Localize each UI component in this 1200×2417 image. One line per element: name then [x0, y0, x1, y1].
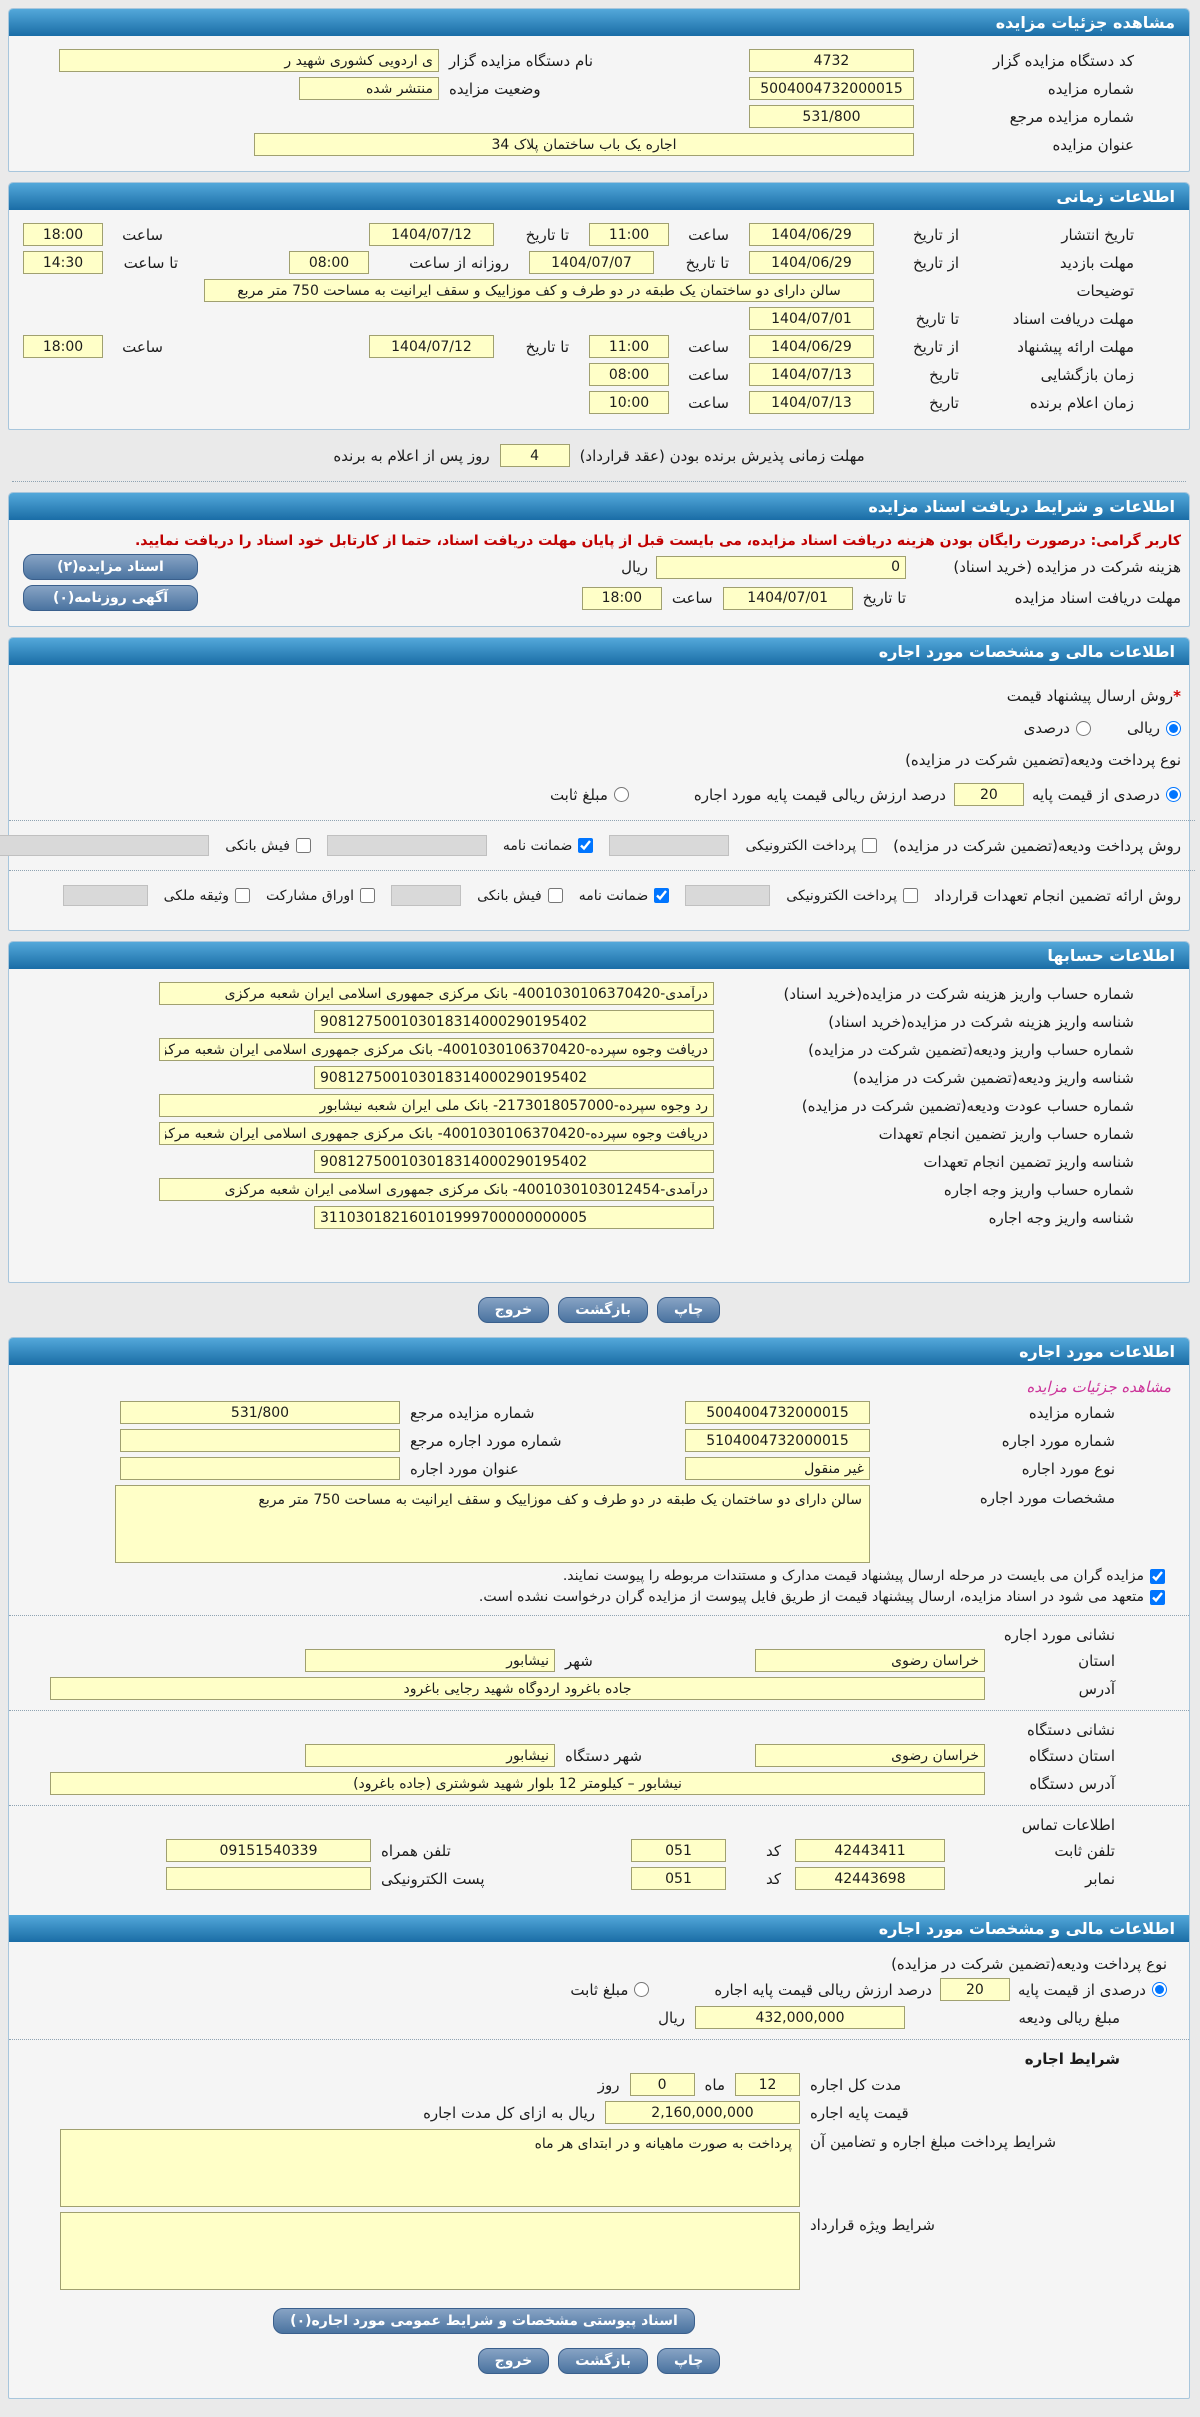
separator	[10, 820, 1196, 821]
winner-date-field[interactable]	[750, 391, 875, 414]
financial-specs-header: اطلاعات مالی و مشخصات مورد اجاره	[10, 638, 1190, 665]
obligation-electronic-box	[686, 885, 771, 906]
hour-label: ساعت	[672, 589, 714, 607]
mobile-label: تلفن همراه	[382, 1841, 452, 1860]
deposit-amount-label: مبلغ ریالی ودیعه	[1019, 2008, 1121, 2027]
rental-address-group-label: نشانی مورد اجاره	[1004, 1626, 1116, 1644]
offer-from-date-field[interactable]	[750, 335, 875, 358]
account-row	[24, 1206, 1135, 1229]
to-date-label: تا تاریخ	[526, 225, 570, 244]
rental-specs-label: مشخصات مورد اجاره	[980, 1489, 1116, 1507]
deposit-method-row	[24, 835, 1182, 856]
fin2-deposit-percent-field[interactable]	[941, 1978, 1011, 2001]
bank-receipt-label: فیش بانکی	[226, 837, 291, 854]
day-unit-label: روز	[598, 2075, 621, 2094]
device-address-group-row	[24, 1721, 1176, 1739]
phone-label: تلفن ثابت	[1055, 1841, 1116, 1860]
visit-daily-from-field[interactable]	[290, 251, 370, 274]
obligation-electronic-checkbox[interactable]	[904, 888, 919, 903]
to-date-label: تا تاریخ	[863, 589, 907, 607]
attachments-button[interactable]: اسناد پیوستی مشخصات و شرایط عمومی مورد اجاره(۰)	[274, 2308, 696, 2334]
from-date-label: از تاریخ	[913, 225, 960, 244]
percent-of-base-radio[interactable]	[1167, 787, 1182, 802]
docs-terms-panel	[9, 492, 1191, 627]
address-label: آدرس	[1079, 1679, 1116, 1698]
rial-option-label: ریالی	[1127, 719, 1161, 737]
collateral-box	[64, 885, 149, 906]
fin2-percent-of-base-radio[interactable]	[1153, 1982, 1168, 1997]
device-province-label: استان دستگاه	[1029, 1746, 1116, 1765]
exit-button[interactable]: خروج	[479, 1297, 551, 1323]
address-field[interactable]	[51, 1677, 986, 1700]
hour-label: ساعت	[689, 365, 730, 384]
to-hour-label: تا ساعت	[124, 253, 179, 272]
account-row-label: شماره حساب واریز هزینه شرکت در مزایده(خرید اسناد)	[784, 984, 1135, 1003]
obligation-receipt-box	[392, 885, 462, 906]
separator	[13, 481, 1187, 482]
auction-subject-field[interactable]	[255, 133, 915, 156]
opening-time-label: زمان بازگشایی	[1041, 365, 1135, 384]
newspaper-ads-button[interactable]: آگهی روزنامه(۰)	[24, 585, 199, 611]
winner-acceptance-label: مهلت زمانی پذیرش برنده بودن (عقد قرارداد)	[580, 446, 866, 465]
payment-terms-label: شرایط پرداخت مبلغ اجاره و تضامین آن	[811, 2133, 1058, 2151]
guarantee-letter-label: ضمانت نامه	[503, 837, 574, 854]
account-row-field[interactable]	[315, 1010, 715, 1033]
docs-deadline-label2: مهلت دریافت اسناد مزایده	[1015, 589, 1182, 607]
base-price-row	[24, 2101, 1176, 2124]
device-address-row	[24, 1772, 1176, 1795]
payment-terms-textarea[interactable]	[61, 2129, 801, 2207]
agency-code-label: کد دستگاه مزایده گزار	[993, 51, 1135, 70]
docs-warning-row	[24, 533, 1182, 549]
accounts-header: اطلاعات حسابها	[10, 942, 1190, 969]
contact-group-row	[24, 1816, 1176, 1834]
date-label: تاریخ	[930, 365, 960, 384]
account-row	[24, 1150, 1135, 1173]
fax-code-field[interactable]	[632, 1867, 727, 1890]
separator	[10, 2039, 1190, 2040]
back-button[interactable]: بازگشت	[559, 1297, 649, 1323]
hour-label: ساعت	[123, 337, 164, 356]
time-info-panel	[9, 182, 1191, 430]
receipt-amount-box	[0, 835, 210, 856]
fax-code-label: کد	[766, 1869, 782, 1888]
separator	[10, 870, 1196, 871]
docs-deadline-date-field2[interactable]	[724, 587, 854, 610]
docs-deadline-time-field2[interactable]	[583, 587, 663, 610]
obligation-guarantee-label: ضمانت نامه	[579, 887, 650, 904]
phone-field[interactable]	[796, 1839, 946, 1862]
attach-required-row	[24, 1568, 1176, 1584]
special-terms-textarea[interactable]	[61, 2212, 801, 2290]
fin2-percent-of-base-label: درصدی از قیمت پایه	[1018, 1980, 1147, 1999]
auction-documents-button[interactable]: اسناد مزایده(۲)	[24, 554, 199, 580]
account-row-label: شناسه واریز ودیعه(تضمین شرکت در مزایده)	[853, 1068, 1135, 1087]
auction-summary-header: مشاهده جزئیات مزایده	[10, 9, 1190, 36]
rental-auction-ref-label: شماره مزایده مرجع	[411, 1403, 536, 1422]
auction-number-row	[24, 77, 1135, 100]
bank-receipt-checkbox[interactable]	[297, 838, 312, 853]
device-address-field[interactable]	[51, 1772, 986, 1795]
guarantee-letter-checkbox[interactable]	[579, 838, 594, 853]
participation-bonds-label: اوراق مشارکت	[267, 887, 356, 904]
docs-fee-field[interactable]	[657, 556, 907, 579]
electronic-amount-box	[610, 835, 730, 856]
rental-specs-textarea[interactable]	[116, 1485, 871, 1563]
rial-radio[interactable]	[1167, 721, 1182, 736]
offer-from-time-field[interactable]	[590, 335, 670, 358]
offer-period-row	[24, 335, 1135, 358]
hour-label: ساعت	[689, 393, 730, 412]
fin2-deposit-type-label: نوع پرداخت ودیعه(تضمین شرکت در مزایده)	[892, 1955, 1168, 1973]
print-button[interactable]: چاپ	[658, 1297, 721, 1323]
month-unit-label: ماه	[705, 2075, 726, 2094]
rental-specs-row	[24, 1485, 1176, 1563]
account-row-label: شناسه واریز تضمین انجام تعهدات	[924, 1152, 1135, 1171]
obligation-receipt-label: فیش بانکی	[478, 887, 543, 904]
fin2-percent-suffix-label: درصد ارزش ریالی قیمت پایه اجاره	[715, 1980, 933, 1999]
account-row-field[interactable]	[315, 1150, 715, 1173]
account-row-field[interactable]	[315, 1206, 715, 1229]
rial-label: ریال	[659, 2008, 686, 2027]
account-row-label: شناسه واریز هزینه شرکت در مزایده(خرید اسناد)	[829, 1012, 1135, 1031]
account-row	[24, 1066, 1135, 1089]
publish-period-row	[24, 223, 1135, 246]
percent-of-base-label: درصدی از قیمت پایه	[1032, 785, 1161, 804]
obligation-guarantee-checkbox[interactable]	[655, 888, 670, 903]
rental-item-title-label: عنوان مورد اجاره	[411, 1459, 520, 1478]
attach-required-label: مزایده گران می بایست در مرحله ارسال پیشنهاد قیمت مدارک و مستندات مربوطه را پیوست نمایند.	[563, 1568, 1145, 1584]
daily-from-hour-label: روزانه از ساعت	[410, 253, 510, 272]
to-date-label: تا تاریخ	[916, 309, 960, 328]
send-method-row	[24, 687, 1182, 705]
rental-item-type-row	[24, 1457, 1176, 1480]
view-auction-details-link[interactable]: مشاهده جزئیات مزایده	[1027, 1378, 1172, 1396]
rental-address-row	[24, 1677, 1176, 1700]
rental-auction-number-field[interactable]	[686, 1401, 871, 1424]
visit-to-date-field[interactable]	[530, 251, 655, 274]
opening-date-field[interactable]	[750, 363, 875, 386]
rial-label: ریال	[622, 558, 649, 576]
winner-acceptance-row	[9, 444, 1191, 467]
payment-terms-row	[24, 2129, 1176, 2207]
winner-acceptance-days-field[interactable]	[501, 444, 571, 467]
account-row	[24, 1122, 1135, 1145]
back-button[interactable]: بازگشت	[559, 2348, 649, 2374]
opening-time-row	[24, 363, 1135, 386]
account-row	[24, 1038, 1135, 1061]
phone-row	[24, 1839, 1176, 1862]
duration-months-field[interactable]	[736, 2073, 801, 2096]
account-row-field[interactable]	[160, 1178, 715, 1201]
device-city-field[interactable]	[306, 1744, 556, 1767]
reference-number-label: شماره مزایده مرجع	[1010, 107, 1135, 126]
rental-auction-ref-field[interactable]	[121, 1401, 401, 1424]
electronic-payment-label: پرداخت الکترونیکی	[746, 837, 858, 854]
province-label: استان	[1079, 1651, 1116, 1670]
rental-item-title-field[interactable]	[121, 1457, 401, 1480]
reference-number-row	[24, 105, 1135, 128]
account-row	[24, 1010, 1135, 1033]
visit-period-row	[24, 251, 1135, 274]
rental-item-panel	[9, 1337, 1191, 2399]
rental-auction-number-row	[24, 1401, 1176, 1424]
duration-days-field[interactable]	[631, 2073, 696, 2096]
docs-deadline-label: مهلت دریافت اسناد	[1013, 309, 1135, 328]
account-row-field[interactable]	[160, 1094, 715, 1117]
contact-group-label: اطلاعات تماس	[1022, 1816, 1116, 1834]
separator	[10, 1710, 1190, 1711]
to-date-label: تا تاریخ	[526, 337, 570, 356]
province-field[interactable]	[756, 1649, 986, 1672]
winner-announce-row	[24, 391, 1135, 414]
account-row-label: شماره حساب واریز ودیعه(تضمین شرکت در مزایده)	[809, 1040, 1135, 1059]
from-date-label: از تاریخ	[913, 337, 960, 356]
hour-label: ساعت	[689, 225, 730, 244]
offer-to-time-field[interactable]	[24, 335, 104, 358]
fixed-amount-label: مبلغ ثابت	[550, 785, 609, 804]
description-label: توضیحات	[1077, 281, 1135, 300]
from-date-label: از تاریخ	[913, 253, 960, 272]
docs-fee-row	[24, 554, 1182, 580]
docs-deadline-row2	[24, 585, 1182, 611]
time-info-header: اطلاعات زمانی	[10, 183, 1190, 210]
terms-group-row	[24, 2050, 1176, 2068]
required-asterisk: *	[1174, 687, 1182, 705]
docs-warning-text: کاربر گرامی: درصورت رایگان بودن هزینه دریافت اسناد مزایده، می بایست قبل از پایان مهلت دریافت اسناد، حتما از کارتابل خود اسناد را دریافت نمایید.	[135, 533, 1182, 549]
device-city-label: شهر دستگاه	[566, 1746, 644, 1765]
account-row-label: شماره حساب واریز تضمین انجام تعهدات	[879, 1124, 1135, 1143]
mobile-field[interactable]	[167, 1839, 372, 1862]
fixed-amount-radio[interactable]	[615, 787, 630, 802]
city-field[interactable]	[306, 1649, 556, 1672]
auction-summary-panel	[9, 8, 1191, 172]
rental-item-number-field[interactable]	[686, 1429, 871, 1452]
rental-province-city-row	[24, 1649, 1176, 1672]
base-price-suffix-label: ریال به ازای کل مدت اجاره	[424, 2103, 596, 2122]
account-row-field[interactable]	[160, 1122, 715, 1145]
accounts-panel	[9, 941, 1191, 1283]
account-row-label: شناسه واریز وجه اجاره	[989, 1208, 1135, 1227]
base-price-field[interactable]	[606, 2101, 801, 2124]
hour-label: ساعت	[689, 337, 730, 356]
separator	[10, 1805, 1190, 1806]
date-label: تاریخ	[930, 393, 960, 412]
special-terms-row	[24, 2212, 1176, 2290]
fin2-deposit-options-row	[24, 1978, 1176, 2001]
winner-time-field[interactable]	[590, 391, 670, 414]
publish-to-time-field[interactable]	[24, 223, 104, 246]
obligation-receipt-checkbox[interactable]	[549, 888, 564, 903]
hour-label: ساعت	[123, 225, 164, 244]
view-details-link-row	[24, 1378, 1176, 1396]
rental-item-ref-label: شماره مورد اجاره مرجع	[411, 1431, 563, 1450]
email-field[interactable]	[167, 1867, 372, 1890]
winner-announce-label: زمان اعلام برنده	[1030, 393, 1135, 412]
deposit-percent-field[interactable]	[955, 783, 1025, 806]
action-buttons-bottom	[24, 2348, 1176, 2374]
attachments-button-row	[24, 2308, 1176, 2334]
description-field[interactable]	[205, 279, 875, 302]
deposit-method-label: روش پرداخت ودیعه(تضمین شرکت در مزایده)	[894, 836, 1182, 855]
phone-code-field[interactable]	[632, 1839, 727, 1862]
rental-item-type-label: نوع مورد اجاره	[1022, 1459, 1116, 1478]
winner-acceptance-suffix: روز پس از اعلام به برنده	[334, 446, 491, 465]
opening-time-field[interactable]	[590, 363, 670, 386]
guarantee-amount-box	[328, 835, 488, 856]
percent-radio[interactable]	[1077, 721, 1092, 736]
phone-code-label: کد	[766, 1841, 782, 1860]
action-buttons-top	[9, 1297, 1191, 1323]
account-row-field[interactable]	[160, 1038, 715, 1061]
fin2-fixed-amount-label: مبلغ ثابت	[571, 1980, 630, 1999]
auction-number-field[interactable]	[750, 77, 915, 100]
duration-label: مدت کل اجاره	[811, 2075, 903, 2094]
fax-field[interactable]	[796, 1867, 946, 1890]
docs-deadline-date-field[interactable]	[750, 307, 875, 330]
docs-deadline-row	[24, 307, 1135, 330]
financial2-header: اطلاعات مالی و مشخصات مورد اجاره	[10, 1915, 1190, 1942]
account-row-field[interactable]	[315, 1066, 715, 1089]
city-label: شهر	[566, 1651, 594, 1670]
property-collateral-label: وثیقه ملکی	[164, 887, 231, 904]
device-address-group-label: نشانی دستگاه	[1027, 1721, 1116, 1739]
agency-name-label: نام دستگاه مزایده گزار	[450, 51, 595, 70]
obligation-method-label: روش ارائه تضمین انجام تعهدات قرارداد	[935, 886, 1182, 905]
email-label: پست الکترونیکی	[382, 1869, 486, 1888]
auction-status-label: وضعیت مزایده	[450, 79, 542, 98]
auction-subject-row	[24, 133, 1135, 156]
agency-row	[24, 49, 1135, 72]
send-method-options-row	[24, 719, 1182, 737]
print-button[interactable]: چاپ	[658, 2348, 721, 2374]
visit-deadline-label: مهلت بازدید	[1060, 253, 1135, 272]
to-date-label: تا تاریخ	[686, 253, 730, 272]
rental-item-type-field[interactable]	[686, 1457, 871, 1480]
visit-from-date-field[interactable]	[750, 251, 875, 274]
reference-number-field[interactable]	[750, 105, 915, 128]
separator	[10, 1615, 1190, 1616]
publish-from-time-field[interactable]	[590, 223, 670, 246]
percent-suffix-label: درصد ارزش ریالی قیمت پایه مورد اجاره	[694, 785, 947, 804]
account-row	[24, 1178, 1135, 1201]
financial-specs-panel	[9, 637, 1191, 931]
account-row	[24, 1094, 1135, 1117]
agency-name-field[interactable]	[60, 49, 440, 72]
docs-terms-header: اطلاعات و شرایط دریافت اسناد مزایده	[10, 493, 1190, 520]
device-province-field[interactable]	[756, 1744, 986, 1767]
fin2-deposit-type-row	[24, 1955, 1176, 1973]
agency-code-field[interactable]	[750, 49, 915, 72]
participation-bonds-checkbox[interactable]	[361, 888, 376, 903]
electronic-payment-checkbox[interactable]	[863, 838, 878, 853]
base-price-label: قیمت پایه اجاره	[811, 2103, 910, 2122]
send-method-label: روش ارسال پیشنهاد قیمت	[1007, 687, 1175, 705]
account-row-label: شماره حساب واریز وجه اجاره	[944, 1180, 1135, 1199]
deposit-type-options-row	[24, 783, 1182, 806]
exit-button[interactable]: خروج	[479, 2348, 551, 2374]
special-terms-label: شرایط ویژه قرارداد	[811, 2216, 936, 2234]
property-collateral-checkbox[interactable]	[236, 888, 251, 903]
no-file-price-label: متعهد می شود در اسناد مزایده، ارسال پیشنهاد قیمت از طریق فایل پیوست از مزایده گران درخواست نشده است.	[479, 1589, 1145, 1605]
deposit-amount-field[interactable]	[696, 2006, 906, 2029]
terms-group-label: شرایط اجاره	[1025, 2050, 1121, 2068]
fax-row	[24, 1867, 1176, 1890]
publish-from-date-field[interactable]	[750, 223, 875, 246]
auction-subject-label: عنوان مزایده	[1053, 135, 1135, 154]
device-address-label: آدرس دستگاه	[1030, 1774, 1116, 1793]
attach-required-checkbox[interactable]	[1151, 1569, 1166, 1584]
account-row-label: شماره حساب عودت ودیعه(تضمین شرکت در مزایده)	[802, 1096, 1135, 1115]
rental-auction-number-label: شماره مزایده	[1029, 1403, 1116, 1422]
fax-label: نمابر	[1086, 1869, 1116, 1888]
docs-fee-label: هزینه شرکت در مزایده (خرید اسناد)	[954, 558, 1182, 576]
deposit-amount-row	[24, 2006, 1176, 2029]
publish-date-label: تاریخ انتشار	[1062, 225, 1135, 244]
visit-daily-to-field[interactable]	[24, 251, 104, 274]
deposit-type-label: نوع پرداخت ودیعه(تضمین شرکت در مزایده)	[906, 751, 1182, 769]
rental-item-number-label: شماره مورد اجاره	[1002, 1431, 1116, 1450]
rental-item-number-row	[24, 1429, 1176, 1452]
percent-option-label: درصدی	[1024, 719, 1071, 737]
no-file-price-row	[24, 1589, 1176, 1605]
description-row	[24, 279, 1135, 302]
auction-status-field[interactable]	[300, 77, 440, 100]
fin2-fixed-amount-radio[interactable]	[635, 1982, 650, 1997]
rental-item-ref-field[interactable]	[121, 1429, 401, 1452]
publish-to-date-field[interactable]	[370, 223, 495, 246]
account-row-field[interactable]	[160, 982, 715, 1005]
rental-address-group-row	[24, 1626, 1176, 1644]
duration-row	[24, 2073, 1176, 2096]
account-row	[24, 982, 1135, 1005]
rental-item-header: اطلاعات مورد اجاره	[10, 1338, 1190, 1365]
deposit-type-row	[24, 751, 1182, 769]
obligation-method-row	[24, 885, 1182, 906]
offer-to-date-field[interactable]	[370, 335, 495, 358]
obligation-electronic-label: پرداخت الکترونیکی	[787, 887, 898, 904]
device-province-city-row	[24, 1744, 1176, 1767]
no-file-price-checkbox[interactable]	[1151, 1590, 1166, 1605]
offer-deadline-label: مهلت ارائه پیشنهاد	[1018, 337, 1135, 356]
auction-number-label: شماره مزایده	[1048, 79, 1135, 98]
